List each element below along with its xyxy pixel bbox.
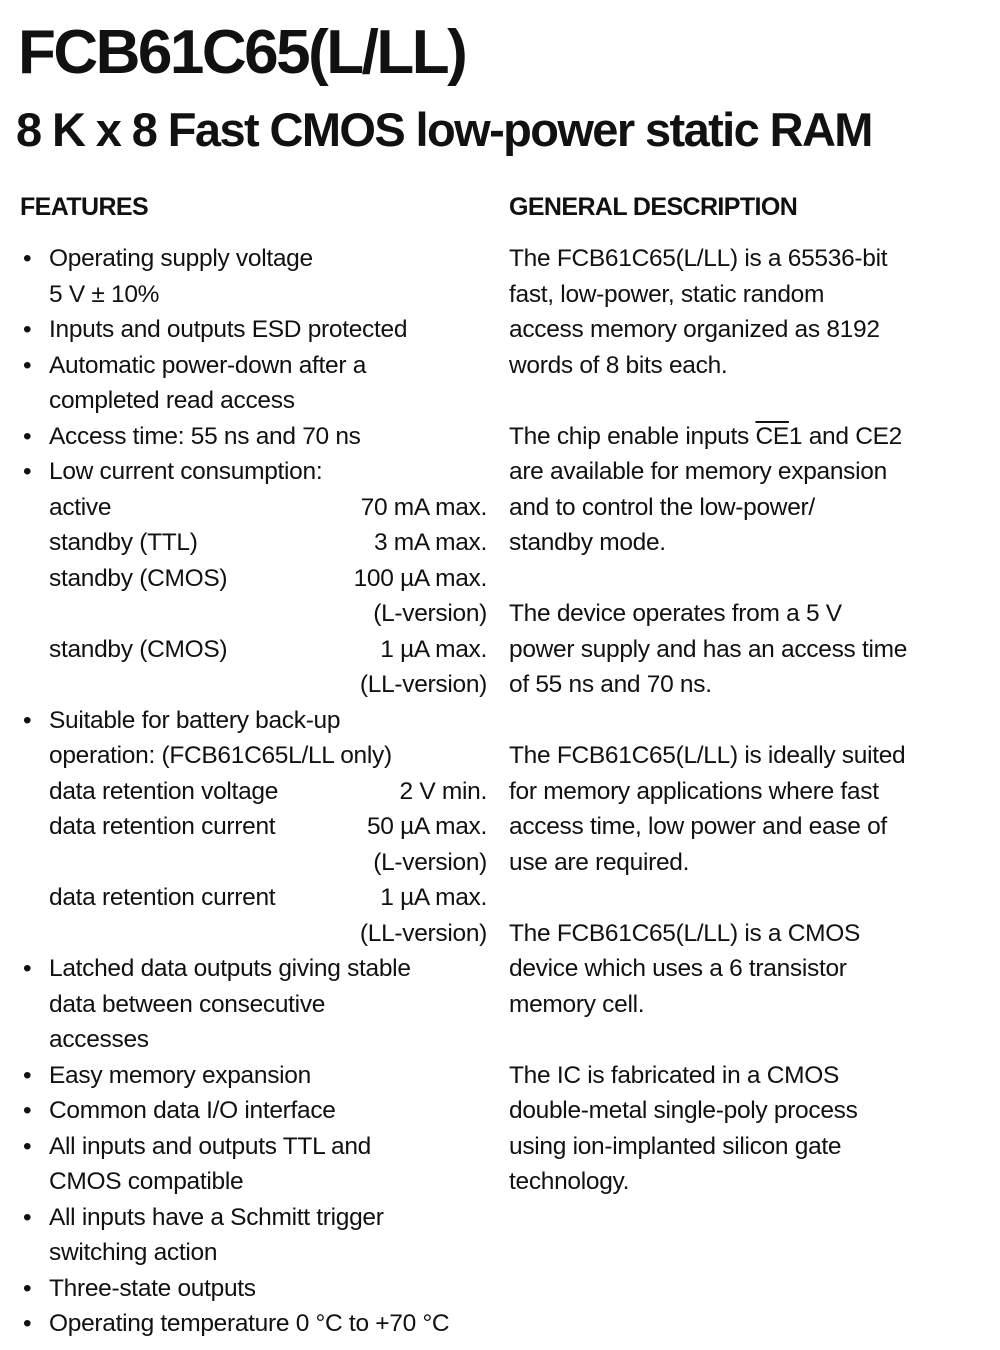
description-line: The FCB61C65(L/LL) is a CMOS	[509, 919, 861, 947]
description-line: The IC is fabricated in a CMOS	[509, 1061, 840, 1089]
description-paragraph	[509, 241, 979, 383]
spec-version-note: (LL-version)	[359, 671, 487, 698]
description-paragraph	[509, 738, 979, 880]
feature-text: Automatic power-down after a	[49, 351, 367, 379]
feature-text: Suitable for battery back-up	[49, 706, 341, 734]
bullet-icon: •	[23, 955, 32, 982]
bullet-icon: •	[23, 1097, 32, 1124]
spec-version-note: (LL-version)	[359, 919, 487, 947]
description-paragraph	[509, 596, 979, 703]
feature-text: switching action	[49, 1239, 218, 1266]
ce-overline-signal: $\overline{CE}$	[755, 422, 789, 450]
feature-text: Three-state outputs	[49, 1274, 256, 1302]
feature-text: Common data I/O interface	[49, 1097, 336, 1124]
feature-text: data between consecutive	[49, 990, 326, 1018]
spec-label: data retention current	[49, 884, 276, 911]
feature-text: Low current consumption:	[49, 458, 323, 485]
spec-version-note: (L-version)	[373, 600, 487, 627]
bullet-icon: •	[23, 245, 32, 272]
description-line: use are required.	[509, 848, 690, 876]
description-line: and to control the low-power/	[509, 493, 815, 521]
spec-value: 3 mA max.	[373, 529, 487, 556]
feature-latched-outputs	[20, 951, 500, 1058]
description-line: access memory organized as 8192	[509, 316, 880, 343]
features-list	[20, 241, 500, 1342]
feature-text: CMOS compatible	[49, 1168, 244, 1195]
feature-text: Inputs and outputs ESD protected	[49, 316, 408, 343]
bullet-icon: •	[23, 422, 32, 450]
bullet-icon: •	[23, 706, 32, 734]
spec-value: 2 V min.	[399, 777, 487, 805]
description-line: words of 8 bits each.	[509, 351, 728, 379]
spec-value: 1 µA max.	[380, 884, 487, 911]
description-line: access time, low power and ease of	[509, 813, 887, 840]
bullet-icon: •	[23, 1061, 32, 1089]
spec-value: 1 µA max.	[380, 635, 487, 663]
bullet-icon: •	[23, 351, 32, 379]
feature-battery-backup	[20, 703, 500, 952]
spec-label: standby (CMOS)	[49, 635, 228, 663]
description-line	[509, 419, 979, 455]
feature-text: Operating supply voltage	[49, 245, 313, 272]
feature-text: Access time: 55 ns and 70 ns	[49, 422, 361, 450]
feature-text: accesses	[49, 1026, 149, 1053]
spec-row-standby-cmos-l	[49, 561, 487, 597]
description-line: The FCB61C65(L/LL) is ideally suited	[509, 742, 906, 769]
spec-row-retention-voltage	[49, 774, 487, 810]
feature-power-down	[20, 348, 500, 419]
feature-access-time	[20, 419, 500, 455]
spec-value: 50 µA max.	[366, 813, 487, 840]
description-line: for memory applications where fast	[509, 777, 879, 805]
feature-supply-voltage	[20, 241, 500, 312]
description-line: The FCB61C65(L/LL) is a 65536-bit	[509, 245, 888, 272]
description-line: power supply and has an access time	[509, 635, 908, 663]
description-paragraph	[509, 1058, 979, 1200]
general-description-heading: GENERAL DESCRIPTION	[509, 193, 798, 221]
description-text: The chip enable inputs	[509, 422, 756, 450]
document-subtitle: 8 K x 8 Fast CMOS low-power static RAM	[16, 103, 872, 156]
spec-row-active	[49, 490, 487, 526]
spec-value: 100 µA max.	[353, 564, 487, 592]
description-line: of 55 ns and 70 ns.	[509, 671, 712, 698]
bullet-icon: •	[23, 458, 32, 485]
spec-label: data retention current	[49, 813, 276, 840]
spec-label: active	[49, 493, 112, 521]
feature-text: completed read access	[49, 387, 295, 414]
feature-operating-temperature	[20, 1306, 500, 1342]
description-line: standby mode.	[509, 529, 666, 556]
feature-three-state	[20, 1271, 500, 1307]
bullet-icon: •	[23, 1203, 32, 1231]
feature-ttl-cmos	[20, 1129, 500, 1200]
description-paragraph	[509, 419, 979, 561]
spec-label: standby (TTL)	[49, 529, 198, 556]
description-line: double-metal single-poly process	[509, 1097, 858, 1124]
feature-text: Latched data outputs giving stable	[49, 955, 411, 982]
spec-version-note: (L-version)	[373, 848, 487, 876]
feature-common-io	[20, 1093, 500, 1129]
description-line: memory cell.	[509, 990, 645, 1018]
bullet-icon: •	[23, 316, 32, 343]
bullet-icon: •	[23, 1274, 32, 1302]
description-line: fast, low-power, static random	[509, 280, 825, 308]
feature-text: Easy memory expansion	[49, 1061, 311, 1089]
feature-text: Operating temperature 0 °C to +70 °C	[49, 1310, 450, 1337]
description-line: using ion-implanted silicon gate	[509, 1132, 842, 1160]
feature-text: All inputs have a Schmitt trigger	[49, 1203, 384, 1231]
description-line: technology.	[509, 1168, 630, 1195]
spec-row-standby-cmos-ll	[49, 632, 487, 668]
bullet-icon: •	[23, 1310, 32, 1337]
feature-schmitt-trigger	[20, 1200, 500, 1271]
description-text: 1 and CE2	[788, 422, 902, 450]
feature-esd	[20, 312, 500, 348]
description-paragraph	[509, 916, 979, 1023]
spec-row-retention-current-l	[49, 809, 487, 845]
document-title: FCB61C65(L/LL)	[18, 18, 466, 87]
spec-row-retention-current-ll	[49, 880, 487, 916]
spec-value: 70 mA max.	[360, 493, 487, 521]
spec-row-standby-ttl	[49, 525, 487, 561]
description-line: are available for memory expansion	[509, 458, 887, 485]
features-heading: FEATURES	[20, 193, 149, 221]
feature-current-consumption	[20, 454, 500, 703]
feature-memory-expansion	[20, 1058, 500, 1094]
feature-text: All inputs and outputs TTL and	[49, 1132, 371, 1160]
bullet-icon: •	[23, 1132, 32, 1160]
description-line: The device operates from a 5 V	[509, 600, 842, 627]
description-line: device which uses a 6 transistor	[509, 955, 847, 982]
feature-text: operation: (FCB61C65L/LL only)	[49, 742, 392, 769]
spec-label: data retention voltage	[49, 777, 279, 805]
spec-label: standby (CMOS)	[49, 564, 228, 592]
feature-text: 5 V ± 10%	[49, 280, 160, 308]
general-description-body	[509, 241, 979, 1235]
